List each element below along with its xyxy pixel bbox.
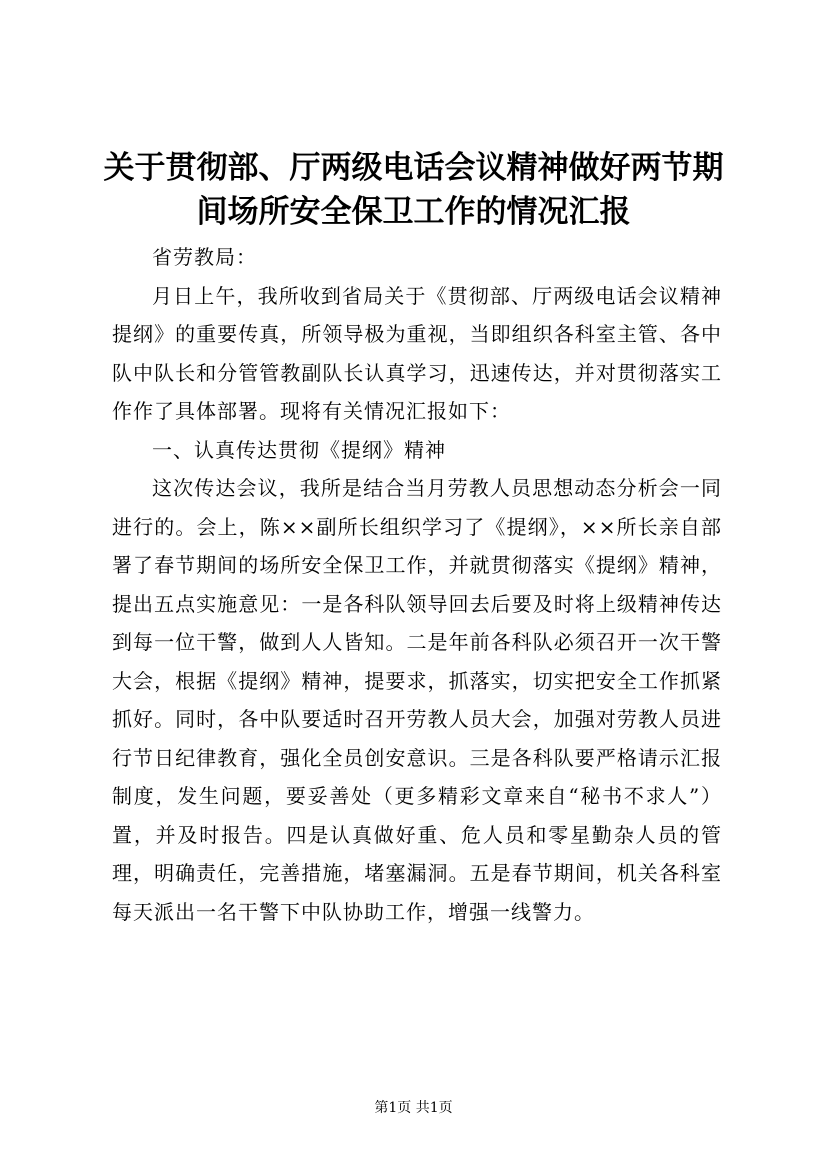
document-title: 关于贯彻部、厅两级电话会议精神做好两节期间场所安全保卫工作的情况汇报	[103, 150, 724, 230]
intro-paragraph: 月日上午，我所收到省局关于《贯彻部、厅两级电话会议精神提纲》的重要传真，所领导极为重视，当即组织各科室主管、各中队中队长和分管管教副队长认真学习，迅速传达，并对贯彻落实工作作了具体部署。现将有关情况汇报如下：	[112, 283, 722, 423]
salutation-paragraph: 省劳教局：	[152, 245, 257, 269]
document-body	[112, 238, 722, 931]
page-footer: 第1页 共1页	[374, 1100, 453, 1116]
body-paragraph: 这次传达会议，我所是结合当月劳教人员思想动态分析会一同进行的。会上，陈××副所长组织学习了《提纲》，××所长亲自部署了春节期间的场所安全保卫工作，并就贯彻落实《提纲》精神，提出五点实施意见：一是各科队领导回去后要及时将上级精神传达到每一位干警，做到人人皆知。二是年前各科队必须召开一次干警大会，根据《提纲》精神，提要求，抓落实，切实把安全工作抓紧抓好。同时，各中队要适时召开劳教人员大会，加强对劳教人员进行节日纪律教育，强化全员创安意识。三是各科队要严格请示汇报制度，发生问题，要妥善处（更多精彩文章来自“秘书不求人”）置，并及时报告。四是认真做好重、危人员和零星勤杂人员的管理，明确责任，完善措施，堵塞漏洞。五是春节期间，机关各科室每天派出一名干警下中队协助工作，增强一线警力。	[112, 476, 722, 924]
section-heading: 一、认真传达贯彻《提纲》精神	[152, 437, 446, 462]
